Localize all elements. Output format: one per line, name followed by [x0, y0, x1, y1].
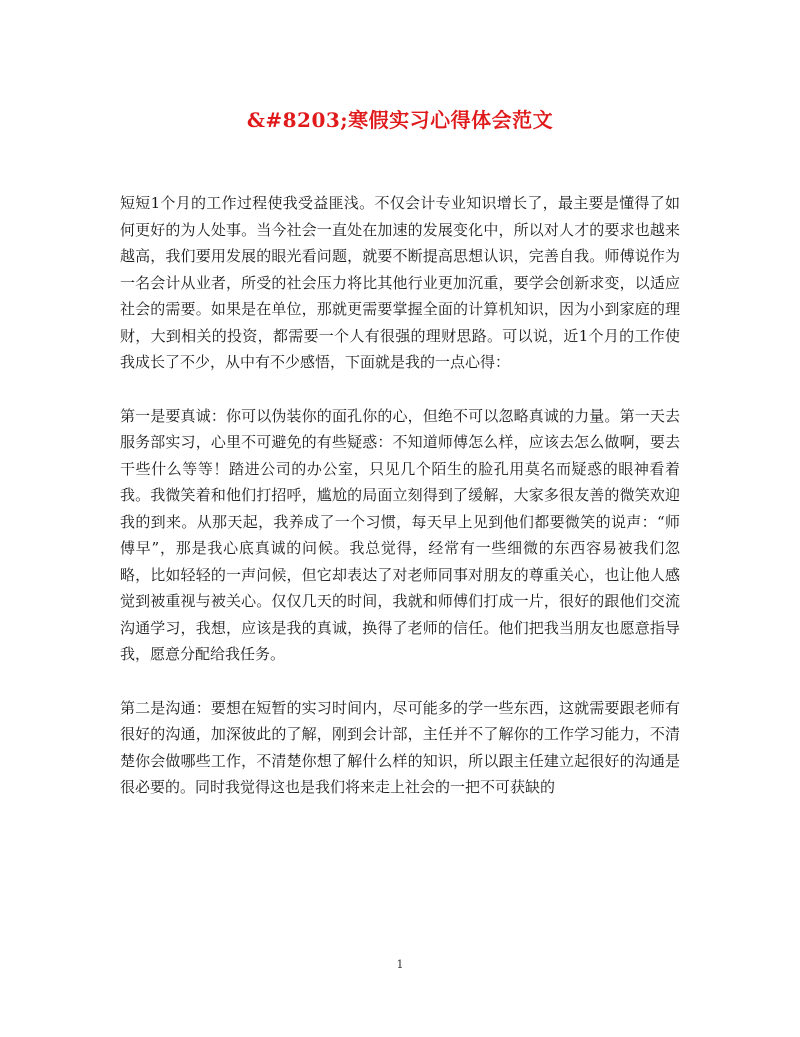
document-title: &#8203;寒假实习心得体会范文 — [246, 108, 554, 132]
paragraph-sincerity: 第一是要真诚：你可以伪装你的面孔你的心，但绝不可以忽略真诚的力量。第一天去服务部实习，心里不可避免的有些疑惑：不知道师傅怎么样，应该去怎么做啊，要去干些什么等等！踏进公司的办公室，只见几个陌生的脸孔用莫名而疑惑的眼神看着我。我微笑着和他们打招呼，尴尬的局面立刻得到了缓解，大家多很友善的微笑欢迎我的到来。从那天起，我养成了一个习惯，每天早上见到他们都要微笑的说声：“师傅早”，那是我心底真诚的问候。我总觉得，经常有一些细微的东西容易被我们忽略，比如轻轻的一声问候，但它却表达了对老师同事对朋友的尊重关心，也让他人感觉到被重视与被关心。仅仅几天的时间，我就和师傅们打成一片，很好的跟他们交流沟通学习，我想，应该是我的真诚，换得了老师的信任。他们把我当朋友也愿意指导我，愿意分配给我任务。 — [120, 406, 680, 663]
document-body — [120, 190, 680, 828]
paragraph-intro: 短短1个月的工作过程使我受益匪浅。不仅会计专业知识增长了，最主要是懂得了如何更好的为人处事。当今社会一直处在加速的发展变化中，所以对人才的要求也越来越高，我们要用发展的眼光看问题，就要不断提高思想认识，完善自我。师傅说作为一名会计从业者，所受的社会压力将比其他行业更加沉重，要学会创新求变，以适应社会的需要。如果是在单位，那就更需要掌握全面的计算机知识，因为小到家庭的理财，大到相关的投资，都需要一个人有很强的理财思路。可以说，近1个月的工作使我成长了不少，从中有不少感悟，下面就是我的一点心得： — [120, 194, 680, 371]
page-number: 1 — [396, 958, 404, 971]
paragraph-communication: 第二是沟通：要想在短暂的实习时间内，尽可能多的学一些东西，这就需要跟老师有很好的沟通，加深彼此的了解，刚到会计部，主任并不了解你的工作学习能力，不清楚你会做哪些工作，不清楚你想了解什么样的知识，所以跟主任建立起很好的沟通是很必要的。同时我觉得这也是我们将来走上社会的一把不可获缺的 — [120, 698, 680, 796]
